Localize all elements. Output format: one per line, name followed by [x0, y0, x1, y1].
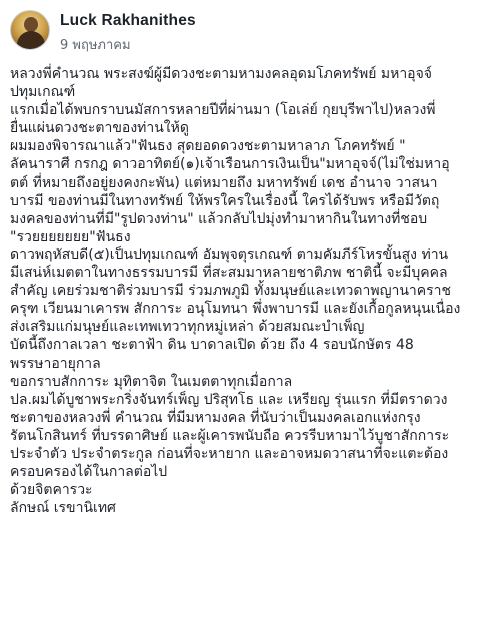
post-text-line: มงคลของท่านที่มี"รูปดวงท่าน" แล้วกลับไปมุ่งทำมาหากินในทางที่ชอบ — [10, 210, 428, 227]
post-text-line: แรกเมื่อได้พบกราบนมัสการหลายปีที่ผ่านมา (โอเล่ย์ กุยบุรีพาไป)หลวงพี่ — [10, 102, 436, 119]
post-text-line: ปทุมเกณฑ์ — [10, 84, 76, 101]
post-text-line: สำคัญ เคยร่วมชาติร่วมบารมี ร่วมภพภูมิ ทั้งมนุษย์และเทวดาพญานาคราช — [10, 283, 452, 300]
post-text-line: พรรษาอายุกาล — [10, 355, 101, 372]
post-text-line: ครอบครองได้ในกาลต่อไป — [10, 464, 168, 481]
post-text-line: ยื่นแผ่นดวงชะตาของท่านให้ดู — [10, 120, 189, 137]
avatar[interactable] — [10, 10, 50, 50]
post-text-line: มีเสน่ห์เมตตาในทางธรรมบารมี ที่สะสมมาหลายชาติภพ ชาตินี้ จะมีบุคคล — [10, 265, 448, 282]
post-text-line: ดาวพฤหัสบดี(๕)เป็นปทุมเกณฑ์ อัมพุจตุรเกณฑ์ ตามคัมภีร์โหรขั้นสูง ท่าน — [10, 246, 449, 263]
post-header — [10, 10, 490, 56]
post-text-line: ผมมองพิจารณาแล้ว"ฟันธง สุดยอดดวงชะตามหาลาภ โภคทรัพย์ " — [10, 138, 406, 155]
post-body — [10, 65, 492, 517]
post-text-line: บารมี ของท่านมีในทางทรัพย์ ให้พรใครในเรื่องนี้ ใครได้รับพร หรือมีวัตถุ — [10, 192, 440, 209]
post-text-line: ครุฑ เวียนมาเคารพ สักการะ อนุโมทนา พึ่งพาบารมี และยังเกื้อกูลหนุนเนื่อง — [10, 301, 461, 318]
post-text-line: ชะตาของหลวงพี่ คำนวณ ที่มีมหามงคล ที่นับว่าเป็นมงคลเอกแห่งกรุง — [10, 409, 421, 426]
post-text-line: ส่งเสริมแก่มนุษย์และเทพเทวาทุกหมู่เหล่า ด้วยสมณะบำเพ็ญ — [10, 319, 365, 336]
avatar-figure-body — [17, 31, 45, 50]
post-text-line: ขอกราบสักการะ มุทิตาจิต ในเมตตาทุกเมื่อกาล — [10, 373, 293, 390]
author-name-link[interactable]: Luck Rakhanithes — [60, 12, 196, 29]
post-text-line: หลวงพี่คำนวณ พระสงฆ์ผู้มีดวงชะตามหามงคลอุดมโภคทรัพย์ มหาอุจจ์ — [10, 66, 432, 82]
post-text-line: ประจำตัว ประจำตระกูล ก่อนที่จะหายาก และอาจหมดวาสนาที่จะแตะต้อง — [10, 445, 449, 462]
post-text-line: ด้วยจิตคารวะ — [10, 482, 93, 499]
post-text-line: รัตนโกสินทร์ ที่บรรดาศิษย์ และผู้เคารพนับถือ ควรรีบหามาไว้บูชาสักการะ — [10, 427, 450, 444]
post-timestamp-link[interactable]: 9 พฤษภาคม — [60, 38, 131, 53]
post-text-line: "รวยยยยยยย"ฟันธง — [10, 228, 131, 245]
post-text-line: ลักษณ์ เรขานิเทศ — [10, 500, 116, 517]
post-text-line: ปล.ผมได้บูชาพระกริ่งจันทร์เพ็ญ ปริสุทโธ และ เหรียญ รุ่นแรก ที่มีตราดวง — [10, 391, 448, 408]
avatar-figure-head — [24, 17, 38, 32]
post-text-line: ตต์ ที่หมายถึงอยู่ยงคงกะพัน) แต่หมายถึง มหาทรัพย์ เดช อำนาจ วาสนา — [10, 174, 438, 191]
post-text-line: บัดนี้ถึงกาลเวลา ชะตาฟ้า ดิน บาดาลเปิด ด้วย ถึง 4 รอบนักษัตร 48 — [10, 337, 414, 354]
post-text-line: ลัคนาราศี กรกฎ ดาวอาทิตย์(๑)เจ้าเรือนการเงินเป็น"มหาอุจจ์(ไม่ใช่มหาอุ — [10, 156, 450, 173]
